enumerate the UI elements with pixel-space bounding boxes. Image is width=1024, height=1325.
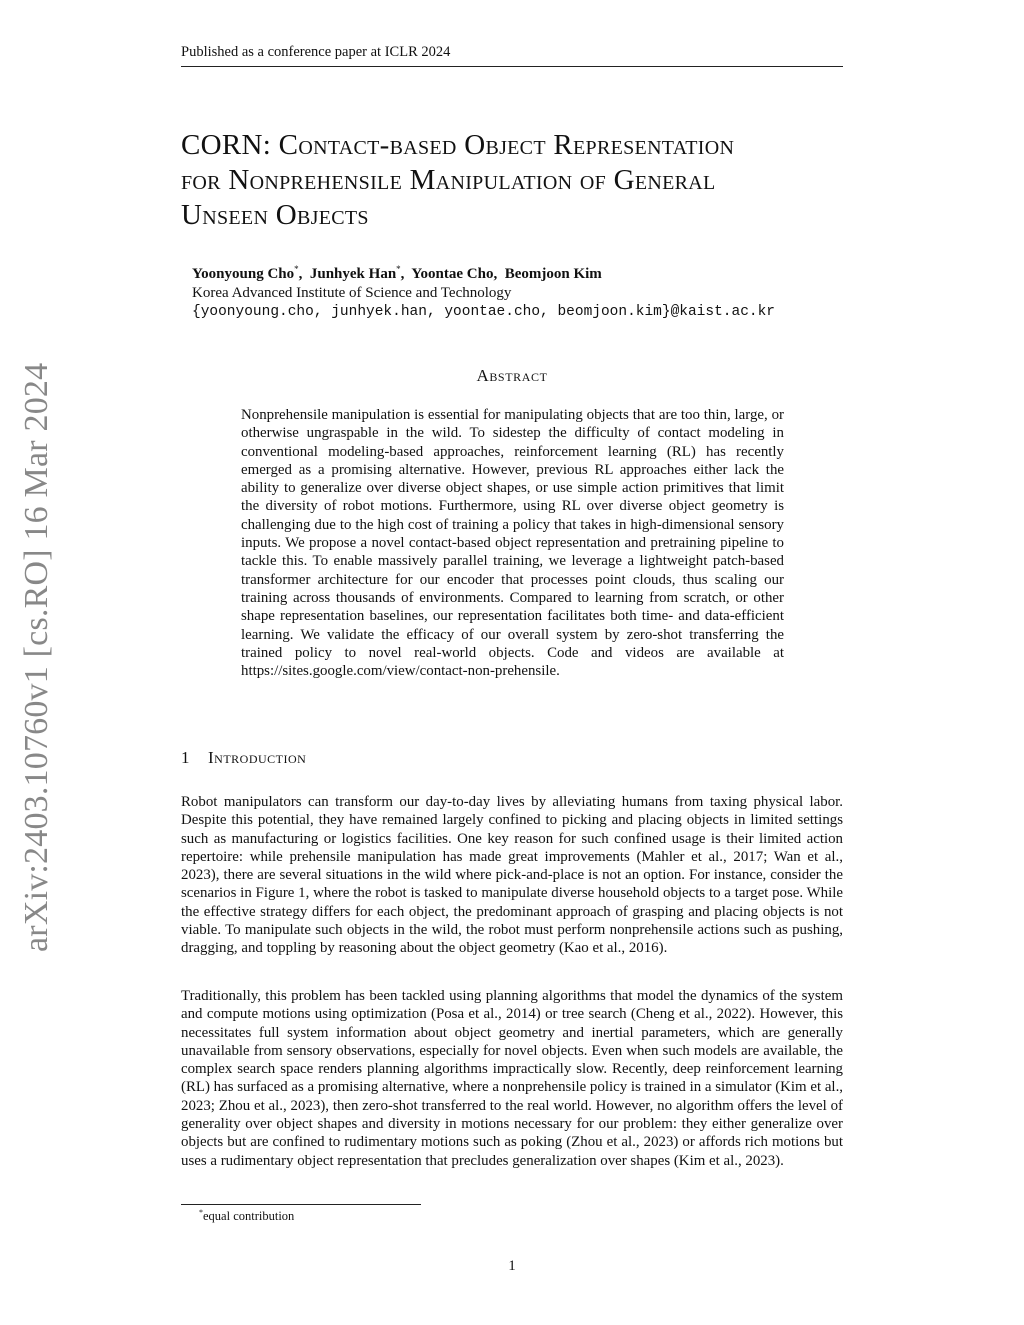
intro-paragraph-1: Robot manipulators can transform our day-to-day lives by alleviating humans from taxing physical labor. Despite this potential, they have remained largely confined to picking and placing objects in limited settings such as manufacturing or logistics facilities. One key reason for such confined usage is their limited action repertoire: while prehensile manipulation has made great improvements (Mahler et al., 2017; Wan et al., 2023), there are several situations in the wild where pick-and-place is not an option. For instance, consider the scenarios in Figure 1, where the robot is tasked to manipulate diverse household objects to a target pose. While the effective strategy differs for each object, the predominant approach of grasping and placing objects is not viable. To manipulate such objects in the wild, the robot must perform nonprehensile actions such as pushing, dragging, and toppling by reasoning about the object geometry (Kao et al., 2016). — [181, 794, 843, 957]
footnote-marker: * — [199, 1208, 203, 1217]
title-line-2: for Nonprehensile Manipulation of General — [181, 164, 716, 196]
equal-contribution-marker: * — [294, 264, 299, 274]
abstract-body: Nonprehensile manipulation is essential for manipulating objects that are too thin, large, or otherwise ungraspable in the wild. To sidestep the difficulty of contact modeling in conventional modeling-based approaches, reinforcement learning (RL) has recently emerged as a promising alternative. However, previous RL approaches either lack the ability to generalize over diverse object shapes, or use simple action primitives that limit the diversity of robot motions. Furthermore, using RL over diverse object geometry is challenging due to the high cost of training a policy that takes in high-dimensional sensory inputs. We propose a novel contact-based object representation and pretraining pipeline to tackle this. To enable massively parallel training, we leverage a lightweight patch-based transformer architecture for our encoder that processes point clouds, thus scaling our training across thousands of environments. Compared to learning from scratch, or other shape representation baselines, our representation facilitates both time- and data-efficient learning. We validate the efficacy of our overall system by zero-shot transferring the trained policy to novel real-world objects. Code and videos are available at https://sites.google.com/view/contact-non-prehensile. — [241, 407, 784, 680]
intro-paragraph-2: Traditionally, this problem has been tackled using planning algorithms that model the dynamics of the system and compute motions using optimization (Posa et al., 2014) or tree search (Cheng et al., 2022). However, this necessitates full system information about object geometry and inertial parameters, which are generally unavailable from sensory observations, especially for novel objects. Even when such models are available, the complex search space renders planning algorithms impractically slow. Recently, deep reinforcement learning (RL) has surfaced as a promising alternative, where a nonprehensile policy is trained in a simulator (Kim et al., 2023; Zhou et al., 2023), then zero-shot transferred to the real world. However, no algorithm offers the level of generality over object shapes and diversity in motions necessary for our problem: they either generalize over objects but are confined to rudimentary motions such as poking (Zhou et al., 2023) or affords rich motions but uses a rudimentary object representation that precludes generalization over shapes (Kim et al., 2023). — [181, 988, 844, 1169]
page-header: Published as a conference paper at ICLR 2024 — [181, 44, 843, 67]
author-names: Yoonyoung Cho*, Junhyek Han*, Yoontae Cho, Beomjoon Kim — [192, 264, 602, 282]
footnote — [199, 1208, 294, 1224]
author-name: Yoontae Cho — [411, 266, 494, 282]
arxiv-stamp[interactable]: arXiv:2403.10760v1 [cs.RO] 16 Mar 2024 — [18, 362, 55, 952]
title-line-1: CORN: Contact-based Object Representation — [181, 129, 735, 161]
author-name: Beomjoon Kim — [504, 266, 602, 282]
author-affiliation: Korea Advanced Institute of Science and Technology — [192, 285, 512, 301]
equal-contribution-marker: * — [396, 264, 401, 274]
footnote-text: equal contribution — [203, 1209, 295, 1224]
author-name: Junhyek Han — [309, 266, 397, 282]
section-title: Introduction — [208, 748, 307, 767]
page-number: 1 — [508, 1258, 516, 1274]
title-line-3: Unseen Objects — [181, 199, 369, 231]
footnote-rule — [181, 1204, 421, 1205]
section-heading-introduction — [181, 748, 306, 768]
author-emails[interactable]: {yoonyoung.cho, junhyek.han, yoontae.cho, beomjoon.kim}@kaist.ac.kr — [192, 304, 775, 320]
section-number: 1 — [181, 748, 190, 767]
author-name: Yoonyoung Cho — [192, 266, 295, 282]
paper-title — [181, 128, 861, 233]
author-block — [192, 260, 775, 322]
abstract-heading: Abstract — [476, 366, 548, 385]
